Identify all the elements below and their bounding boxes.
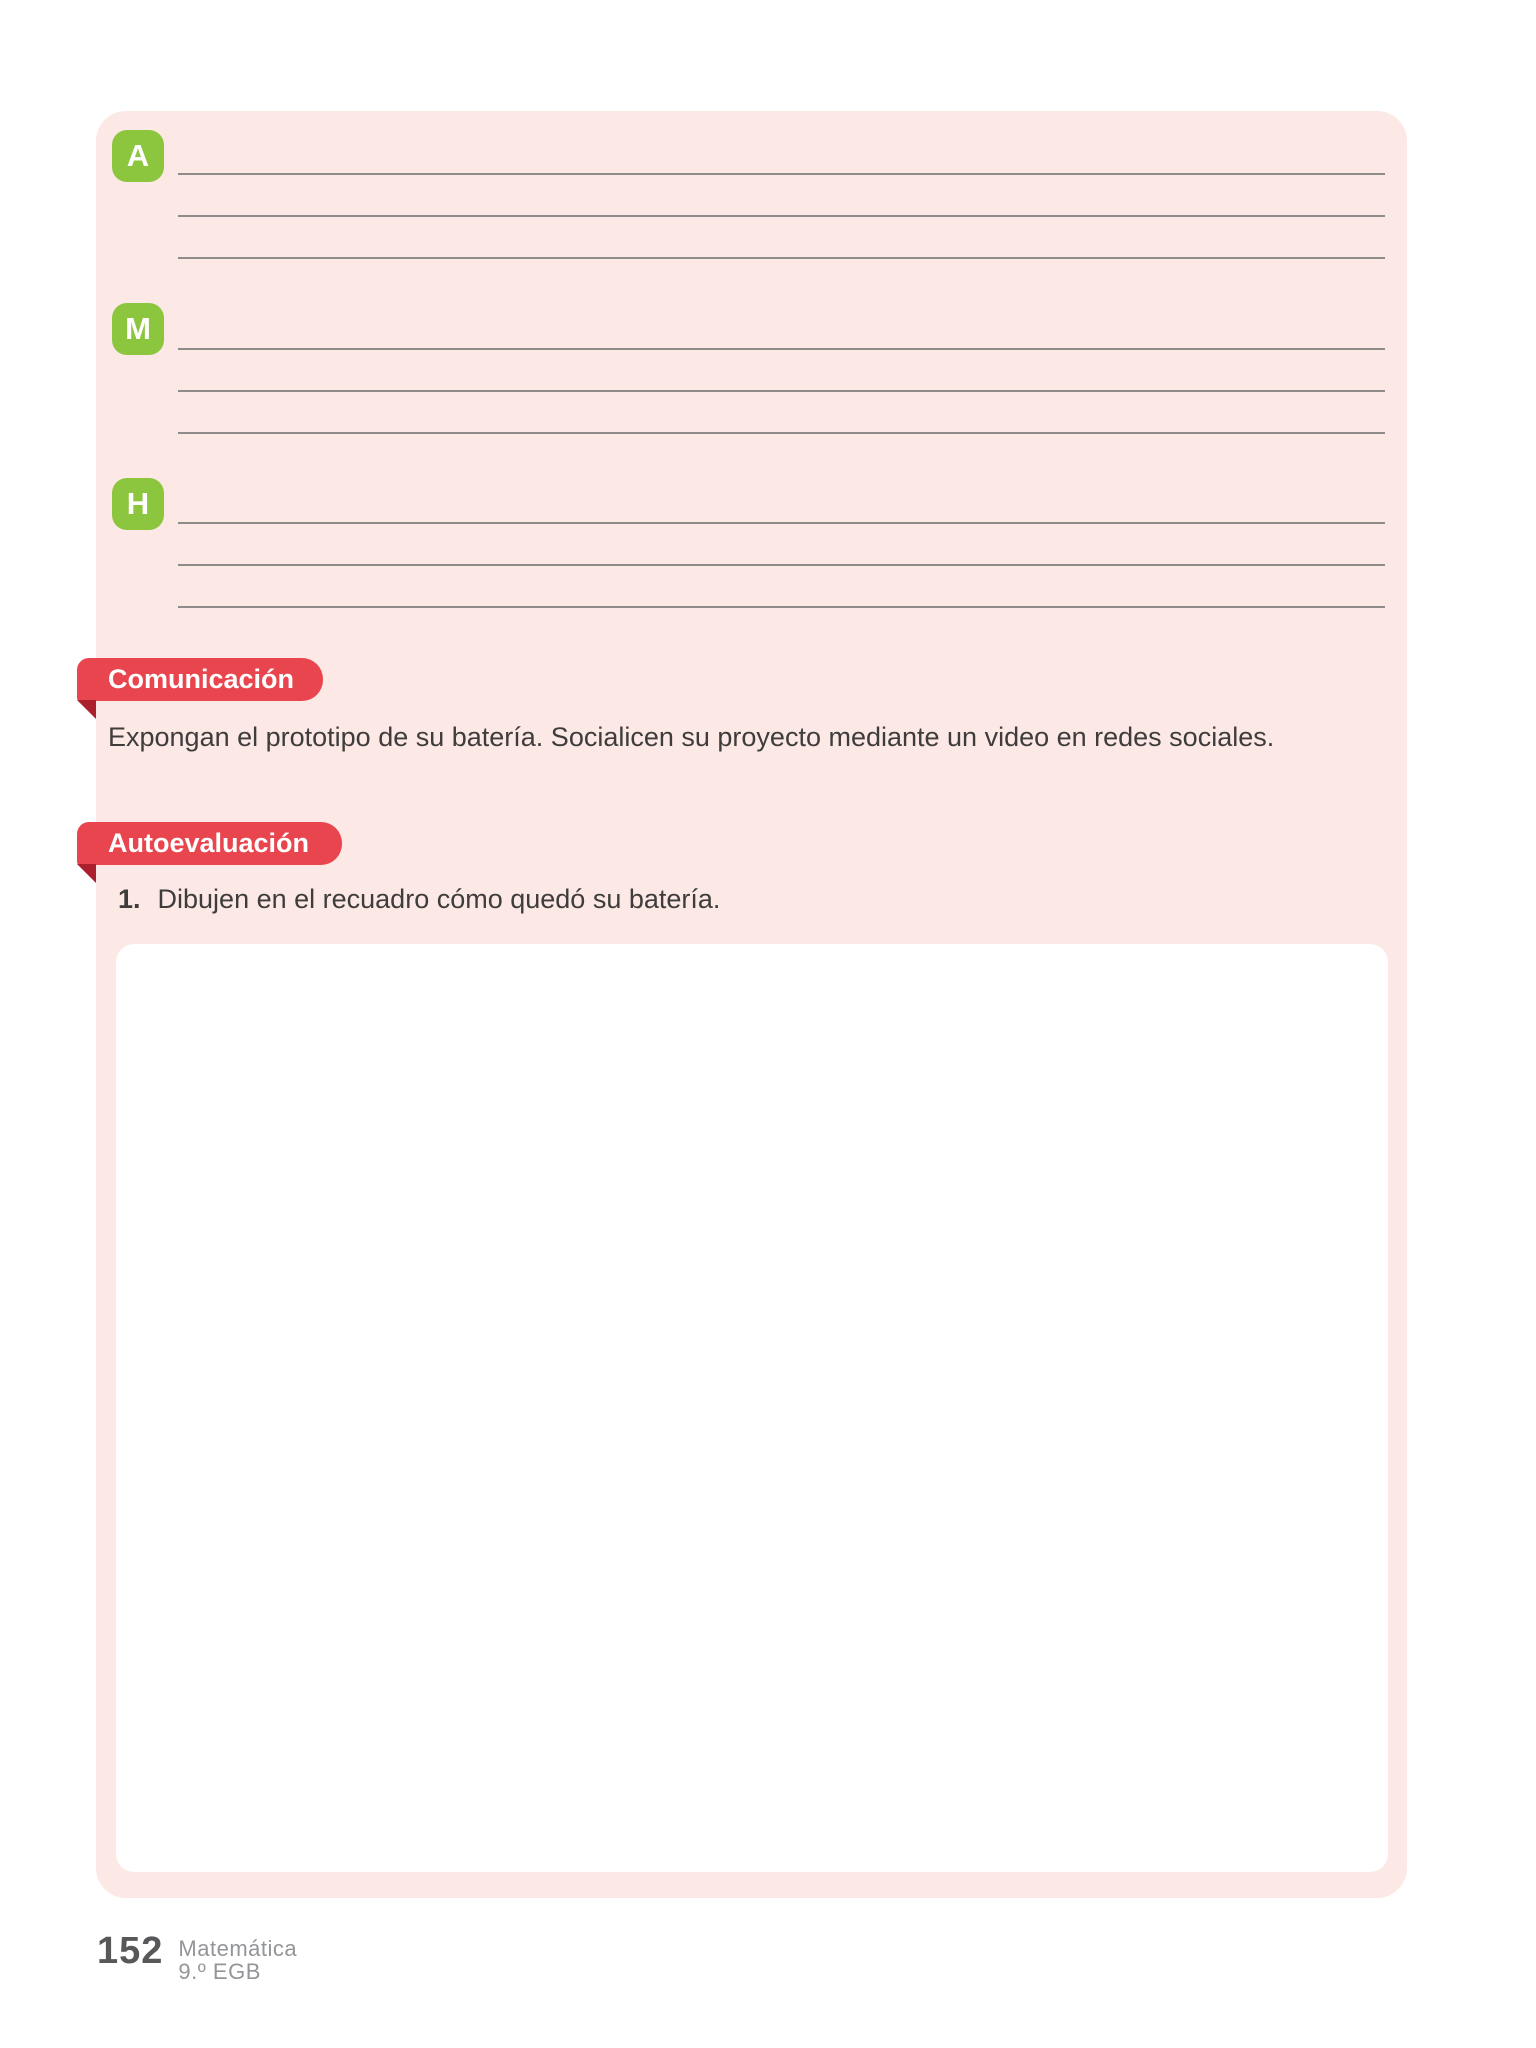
answer-line [178, 432, 1385, 434]
badge-h-letter: H [126, 486, 150, 521]
answer-line [178, 606, 1385, 608]
page-number: 152 [97, 1930, 164, 1972]
badge-m [112, 303, 164, 355]
comunicacion-instruction: Expongan el prototipo de su batería. Socialicen su proyecto mediante un video en redes sociales. [108, 722, 1275, 752]
badge-a [112, 130, 164, 182]
answer-line [178, 564, 1385, 566]
answer-line [178, 173, 1385, 175]
answer-line [178, 215, 1385, 217]
grade-label: 9.º EGB [178, 1959, 261, 1984]
badge-m-letter: M [125, 311, 151, 346]
autoevaluacion-ribbon [77, 822, 342, 865]
drawing-box [116, 944, 1388, 1872]
badge-h [112, 478, 164, 530]
answer-line [178, 257, 1385, 259]
badge-a-letter: A [126, 138, 150, 173]
ribbon-fold-icon [77, 700, 96, 719]
answer-line [178, 348, 1385, 350]
comunicacion-ribbon [77, 658, 323, 701]
ribbon-fold-icon [77, 864, 96, 883]
footer-labels [178, 1937, 297, 1983]
autoevaluacion-item [118, 884, 1358, 914]
answer-line [178, 390, 1385, 392]
page-footer [97, 1932, 297, 1983]
item-text: Dibujen en el recuadro cómo quedó su batería. [157, 884, 721, 914]
subject-label: Matemática [178, 1936, 298, 1961]
comunicacion-ribbon-label: Comunicación [108, 664, 295, 694]
answer-line [178, 522, 1385, 524]
autoevaluacion-ribbon-label: Autoevaluación [108, 828, 310, 858]
item-number: 1. [118, 884, 141, 914]
